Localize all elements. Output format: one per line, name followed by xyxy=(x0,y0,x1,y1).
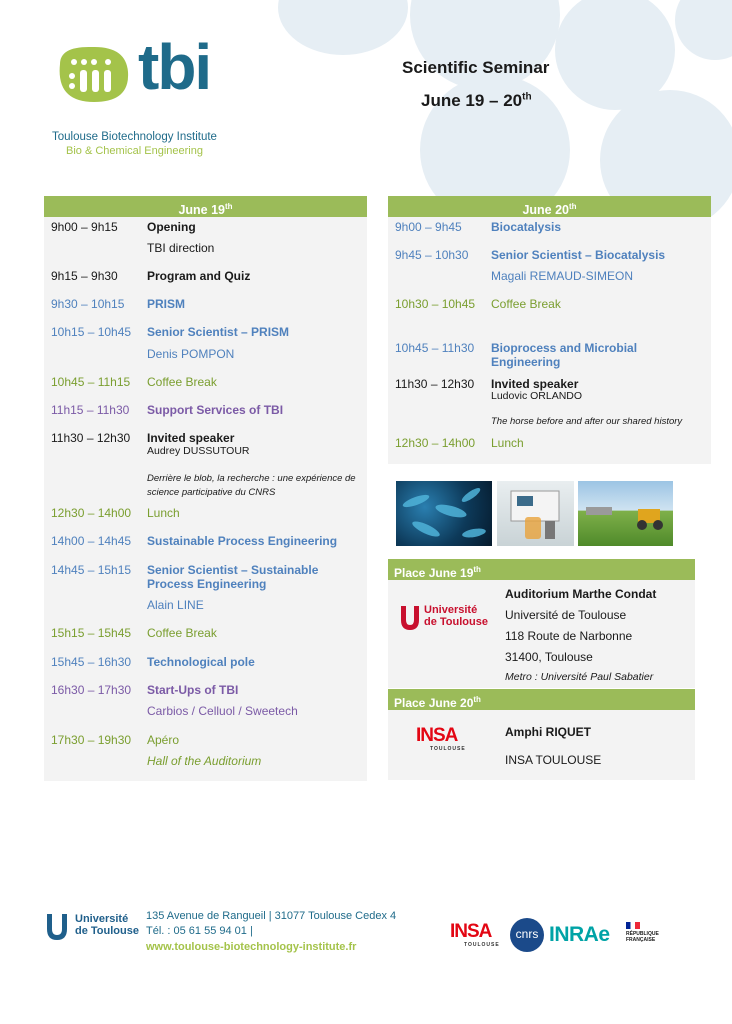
rf-line2: FRANÇAISE xyxy=(626,937,656,943)
time-slot: 9h00 – 9h15 xyxy=(51,220,118,234)
venue-metro: Metro : Université Paul Sabatier xyxy=(505,671,654,683)
time-slot: 15h15 – 15h45 xyxy=(51,626,132,640)
session-title: Senior Scientist – PRISM xyxy=(147,325,290,339)
session-title: Coffee Break xyxy=(491,297,561,311)
session-title: Lunch xyxy=(147,506,180,520)
republique-francaise-logo xyxy=(626,922,659,943)
time-slot: 10h45 – 11h15 xyxy=(51,375,131,389)
footer-address: 135 Avenue de Rangueil | 31077 Toulouse Cedex 4 xyxy=(146,910,397,922)
footer-univ-logo xyxy=(44,912,144,946)
venue-line: 118 Route de Narbonne xyxy=(505,629,633,643)
session-title: Start-Ups of TBI xyxy=(147,683,239,697)
session-speaker: Ludovic ORLANDO xyxy=(491,390,583,402)
session-title: Biocatalysis xyxy=(491,220,562,234)
univ-logo-line2: de Toulouse xyxy=(424,616,488,628)
time-slot: 10h45 – 11h30 xyxy=(395,341,475,355)
session-title: Opening xyxy=(147,220,196,234)
session-title: PRISM xyxy=(147,297,186,311)
place2-header: Place June 20th xyxy=(388,689,695,710)
cnrs-logo-text: cnrs xyxy=(515,927,539,941)
french-flag-icon xyxy=(626,922,640,929)
time-slot: 10h15 – 10h45 xyxy=(51,325,132,339)
time-slot: 14h45 – 15h15 xyxy=(51,563,132,577)
session-title: Lunch xyxy=(491,436,524,450)
time-slot: 9h15 – 9h30 xyxy=(51,269,118,283)
place1-header: Place June 19th xyxy=(388,559,695,580)
footer-insa-sub: TOULOUSE xyxy=(464,942,500,948)
background-bubble xyxy=(278,0,408,55)
time-slot: 16h30 – 17h30 xyxy=(51,683,132,697)
time-slot: 11h30 – 12h30 xyxy=(395,377,475,391)
time-slot: 17h30 – 19h30 xyxy=(51,733,132,747)
session-location: Hall of the Auditorium xyxy=(147,754,262,768)
rf-line1: RÉPUBLIQUE xyxy=(626,931,659,937)
session-speaker: Audrey DUSSUTOUR xyxy=(147,445,250,457)
footer-univ-line2: de Toulouse xyxy=(75,925,139,937)
place1-body xyxy=(388,580,695,688)
session-speaker: Magali REMAUD-SIMEON xyxy=(491,269,634,283)
talk-title: The horse before and after our shared history xyxy=(491,416,683,427)
day2-header: June 20th xyxy=(388,196,711,217)
insa-logo-sub: TOULOUSE xyxy=(430,746,466,752)
time-slot: 9h30 – 10h15 xyxy=(51,297,125,311)
session-title: Senior Scientist – Biocatalysis xyxy=(491,248,666,262)
place2-body xyxy=(388,710,695,780)
seminar-title: Scientific Seminar xyxy=(402,58,550,77)
tbi-logo xyxy=(52,31,232,106)
session-title: Process Engineering xyxy=(147,577,267,591)
session-speaker: TBI direction xyxy=(147,241,215,255)
background-bubble xyxy=(675,0,732,60)
footer-phone: Tél. : 05 61 55 94 01 | xyxy=(146,925,253,937)
session-title: Coffee Break xyxy=(147,375,217,389)
venue-name: Auditorium Marthe Condat xyxy=(505,587,657,601)
footer-website[interactable]: www.toulouse-biotechnology-institute.fr xyxy=(146,941,357,953)
footer-insa-text: INSA xyxy=(450,921,492,942)
bacteria-photo xyxy=(396,481,492,546)
session-title: Sustainable Process Engineering xyxy=(147,534,338,548)
session-title: Program and Quiz xyxy=(147,269,251,283)
session-title: Invited speaker xyxy=(147,431,235,445)
session-title: Coffee Break xyxy=(147,626,217,640)
insa-logo-text: INSA xyxy=(416,725,458,746)
univ-u-icon xyxy=(398,604,422,632)
day1-schedule xyxy=(44,196,367,781)
session-title: Bioprocess and Microbial xyxy=(491,341,638,355)
session-speaker: Denis POMPON xyxy=(147,347,235,361)
universite-toulouse-logo xyxy=(398,604,498,634)
time-slot: 11h30 – 12h30 xyxy=(51,431,131,445)
venue-line: 31400, Toulouse xyxy=(505,650,593,664)
bioreactor-illustration xyxy=(497,481,574,546)
time-slot: 9h45 – 10h30 xyxy=(395,248,469,262)
time-slot: 11h15 – 11h30 xyxy=(51,403,130,417)
session-speaker: Alain LINE xyxy=(147,598,204,612)
bacteria-illustration xyxy=(396,481,492,546)
bioreactor-photo xyxy=(497,481,574,546)
logo-text: tbi xyxy=(138,31,211,103)
institute-name: Toulouse Biotechnology Institute xyxy=(52,131,217,143)
cnrs-logo xyxy=(510,918,544,952)
time-slot: 15h45 – 16h30 xyxy=(51,655,132,669)
session-title: Engineering xyxy=(491,355,561,369)
time-slot: 12h30 – 14h00 xyxy=(395,436,476,450)
insa-logo xyxy=(416,726,466,752)
talk-title: Derrière le blob, la recherche : une expérience de xyxy=(147,473,356,484)
venue-line: INSA TOULOUSE xyxy=(505,753,602,767)
footer-insa-logo xyxy=(450,922,500,948)
footer-univ-line1: Université xyxy=(75,913,129,925)
session-title: Apéro xyxy=(147,733,180,747)
time-slot: 10h30 – 10h45 xyxy=(395,297,476,311)
time-slot: 14h00 – 14h45 xyxy=(51,534,132,548)
session-speaker: Carbios / Celluol / Sweetech xyxy=(147,704,298,718)
session-title: Senior Scientist – Sustainable xyxy=(147,563,319,577)
venue-name: Amphi RIQUET xyxy=(505,725,591,739)
talk-title: science participative du CNRS xyxy=(147,487,276,498)
venue-line: Université de Toulouse xyxy=(505,608,627,622)
session-title: Invited speaker xyxy=(491,377,579,391)
time-slot: 9h00 – 9h45 xyxy=(395,220,462,234)
field-photo xyxy=(578,481,673,546)
univ-logo-line1: Université xyxy=(424,604,478,616)
time-slot: 12h30 – 14h00 xyxy=(51,506,132,520)
day1-header: June 19th xyxy=(44,196,367,217)
field-illustration xyxy=(578,481,673,546)
day2-schedule xyxy=(388,196,711,464)
seminar-dates: June 19 – 20th xyxy=(421,91,532,110)
session-title: Technological pole xyxy=(147,655,255,669)
univ-u-icon xyxy=(44,912,70,942)
session-title: Support Services of TBI xyxy=(147,403,284,417)
institute-subtitle: Bio & Chemical Engineering xyxy=(66,145,203,157)
inrae-logo: INRAe xyxy=(549,923,610,946)
